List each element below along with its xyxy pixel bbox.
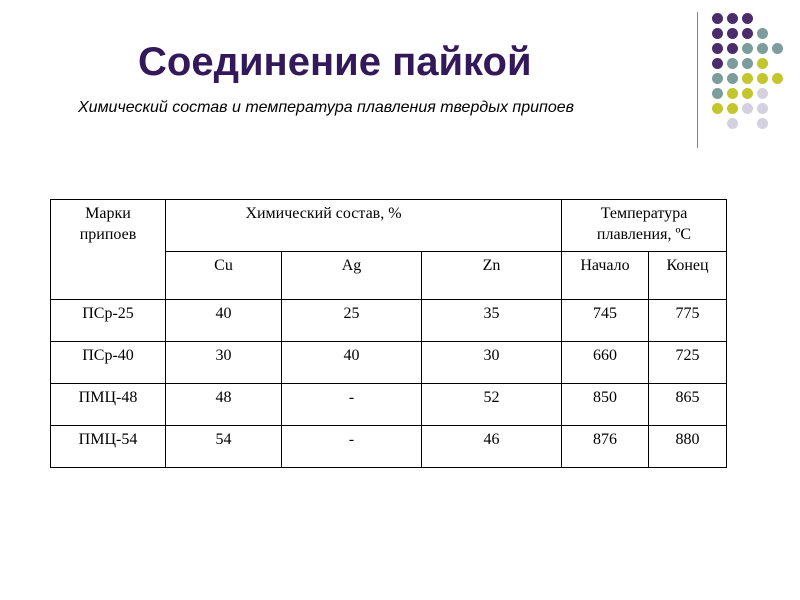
cell-start: 850 [562,384,649,426]
cell-cu: 54 [166,426,282,468]
decorative-dot [727,28,738,39]
decorative-dot [712,88,723,99]
decorative-dot [757,28,768,39]
decorative-dot [742,73,753,84]
cell-grade: ПМЦ-48 [51,384,166,426]
header-zn: Zn [422,252,562,300]
table-row [51,426,727,468]
decorative-dot [757,73,768,84]
decorative-dot [742,13,753,24]
header-cu: Cu [166,252,282,300]
table-row [51,384,727,426]
decorative-dot [712,103,723,114]
decorative-dot [712,43,723,54]
decorative-dot [772,43,783,54]
header-start: Начало [562,252,649,300]
cell-ag: 40 [282,342,422,384]
decorative-dot [727,13,738,24]
decorative-dot [727,58,738,69]
cell-ag: 25 [282,300,422,342]
cell-zn: 46 [422,426,562,468]
decorative-dot [712,58,723,69]
decorative-dot [757,103,768,114]
decorative-dot [727,118,738,129]
header-grades: Марки припоев [51,200,166,300]
slide-title: Соединение пайкой [138,40,532,84]
cell-ag: - [282,426,422,468]
divider-line [697,12,698,148]
cell-end: 725 [649,342,727,384]
decorative-dot [727,88,738,99]
table-row [51,342,727,384]
cell-cu: 48 [166,384,282,426]
decorative-dot [742,43,753,54]
decorative-dot [742,88,753,99]
cell-zn: 30 [422,342,562,384]
cell-zn: 35 [422,300,562,342]
decorative-dot [742,58,753,69]
decorative-dot [757,43,768,54]
header-temperature: Температура плавления, ºC [562,200,727,252]
decorative-dot [757,58,768,69]
cell-end: 775 [649,300,727,342]
cell-end: 880 [649,426,727,468]
cell-start: 745 [562,300,649,342]
cell-end: 865 [649,384,727,426]
header-composition: Химический состав, % [166,200,562,252]
cell-start: 876 [562,426,649,468]
header-end: Конец [649,252,727,300]
decorative-dot [757,88,768,99]
decorative-dot [757,118,768,129]
decorative-dot [712,73,723,84]
decorative-dot [712,13,723,24]
header-ag: Ag [282,252,422,300]
cell-start: 660 [562,342,649,384]
cell-grade: ПСр-25 [51,300,166,342]
decorative-dot [772,73,783,84]
cell-cu: 30 [166,342,282,384]
decorative-dot [727,43,738,54]
cell-ag: - [282,384,422,426]
cell-grade: ПСр-40 [51,342,166,384]
decorative-dot [727,73,738,84]
cell-cu: 40 [166,300,282,342]
cell-zn: 52 [422,384,562,426]
table-row [51,300,727,342]
decorative-dot [712,28,723,39]
solder-composition-table [50,199,727,468]
table-header-row [51,200,727,252]
cell-grade: ПМЦ-54 [51,426,166,468]
slide-subtitle: Химический состав и температура плавления твердых припоев [78,99,574,116]
decorative-dot [727,103,738,114]
decorative-dot [742,103,753,114]
decorative-dot [742,28,753,39]
